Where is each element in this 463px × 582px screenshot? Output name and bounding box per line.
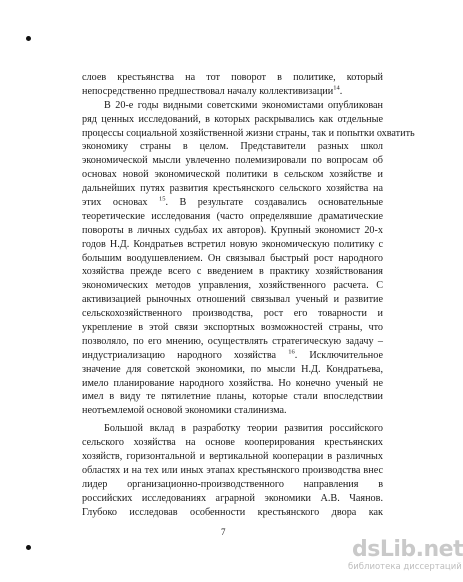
text-line: дальнейших путях развития крестьянского сельского хозяйства на xyxy=(82,183,383,195)
page-number: 7 xyxy=(221,527,226,537)
text-line: непосредственно предшествовал началу коллективизации$^{14}$. xyxy=(82,84,343,97)
text-line: ряд ценных исследований, в которых раскрывались как отдельные xyxy=(82,113,383,125)
text-line: основах новой экономической политики в сельском хозяйстве и xyxy=(82,169,383,181)
dslib-watermark[interactable] xyxy=(348,537,463,578)
text-line: теоретические исследования (часто определявшие драматические xyxy=(82,210,383,222)
text-line: экономику страны в целом. Представители разных школ xyxy=(82,141,383,153)
text-line: процессы социальной хозяйственной жизни страны, так и попытки охватить xyxy=(82,127,415,139)
text-line: лидер организационно-производственного направления в xyxy=(82,478,383,490)
text-line: большим воодушевлением. Он связывал быстрый рост народного xyxy=(82,252,383,264)
text-line: российских исследованиях аграрной экономики А.В. Чаянов. xyxy=(82,492,383,504)
text-line: областях и на тех или иных этапах крестьянского производства внес xyxy=(82,464,383,476)
text-line: сельскохозяйственного производства, рост его товарности и xyxy=(82,308,383,320)
body-text xyxy=(82,71,415,520)
text-line: хозяйства прежде всего с введением в практику хозяйствования xyxy=(82,266,383,278)
text-line: этих основах $^{15}$. В результате создавались основательные xyxy=(82,195,383,209)
text-line: повороты в личных судьбах их авторов). Крупный экономист 20-х xyxy=(82,224,383,236)
dslib-subtitle: библиотека диссертаций xyxy=(348,562,462,572)
text-line: сельского хозяйства на основе кооперирования крестьянских xyxy=(82,437,383,449)
footnote-ref: 15 xyxy=(158,195,166,203)
text-line: Глубоко исследовав особенности крестьянского двора как xyxy=(82,506,383,518)
text-line: Большой вклад в разработку теории развития российского xyxy=(104,423,383,435)
text-line: хозяйств, горизонтальной и вертикальной кооперации в различных xyxy=(82,451,383,463)
text-line: укрепление в этой связи экспортных возможностей страны, что xyxy=(82,322,383,334)
footnote-ref: 16 xyxy=(288,348,295,356)
text-line: годов Н.Д. Кондратьев встретил новую экономическую политику с xyxy=(82,238,383,250)
text-line: имело планирование народного хозяйства. Но конечно ученый не xyxy=(82,377,383,389)
text-line: В 20-е годы видными советскими экономистами опубликован xyxy=(104,99,383,111)
text-line: активизацией рыночных отношений связывал ученый и развитие xyxy=(82,294,383,306)
binding-hole-mark xyxy=(26,36,31,41)
text-line: неотъемлемой основой экономики сталинизма. xyxy=(82,405,287,417)
text-line: имел в виду те пятилетние планы, которые стали впоследствии xyxy=(82,391,383,403)
text-line: экономической мысли увлеченно полемизировали по вопросам об xyxy=(82,155,383,167)
footnote-ref: 14 xyxy=(333,84,340,92)
dslib-logo: dsLib.net xyxy=(352,537,463,562)
text-line: значение для советской экономики, по мысли Н.Д. Кондратьева, xyxy=(82,363,383,375)
binding-hole-mark xyxy=(26,545,31,550)
text-line: экономических методов управления, хозяйственного расчета. С xyxy=(82,280,383,292)
text-line: индустриализацию народного хозяйства $^{16}$. Исключительное xyxy=(82,348,383,361)
text-line: позволяло, по его мнению, осуществлять стратегическую задачу – xyxy=(82,335,383,347)
text-line: слоев крестьянства на тот поворот в политике, который xyxy=(82,72,383,83)
